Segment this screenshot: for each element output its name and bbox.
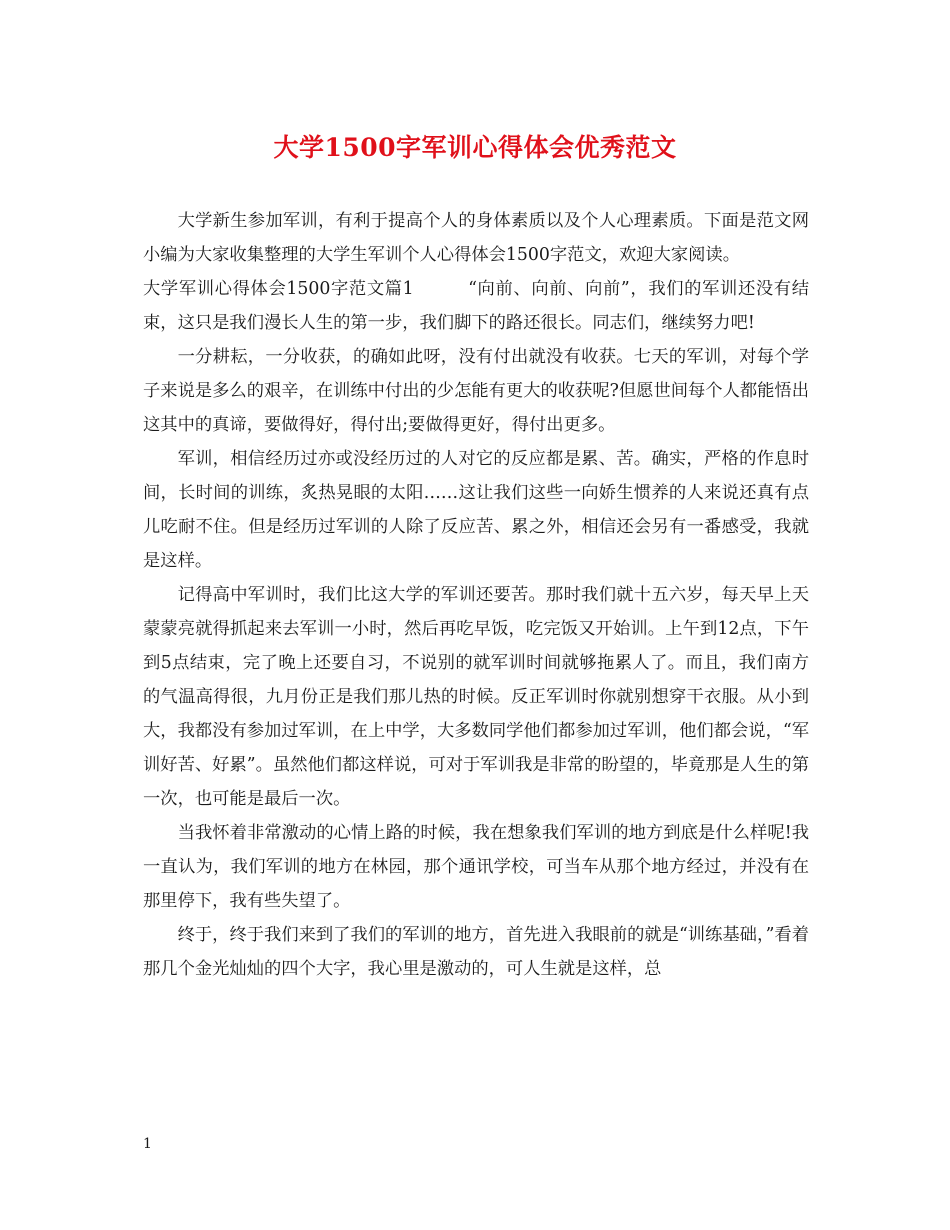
paragraph: 当我怀着非常激动的心情上路的时候，我在想象我们军训的地方到底是什么样呢!我一直认为，我们军训的地方在林园，那个通讯学校，可当车从那个地方经过，并没有在那里停下，我有些失望了。 — [143, 823, 809, 911]
document-title: 大学1500字军训心得体会优秀范文 — [273, 133, 677, 162]
paragraph-intro: 大学新生参加军训，有利于提高个人的身体素质以及个人心理素质。下面是范文网小编为大家收集整理的大学生军训个人心得体会1500字范文，欢迎大家阅读。 — [143, 211, 809, 265]
paragraph-section-heading: 大学军训心得体会1500字范文篇1 “向前、向前、向前”，我们的军训还没有结束，这只是我们漫长人生的第一步，我们脚下的路还很长。同志们，继续努力吧! — [143, 279, 809, 333]
paragraph: 军训，相信经历过亦或没经历过的人对它的反应都是累、苦。确实，严格的作息时间，长时间的训练，炙热晃眼的太阳……这让我们这些一向娇生惯养的人来说还真有点儿吃耐不住。但是经历过军训的人除了反应苦、累之外，相信还会另有一番感受，我就是这样。 — [143, 449, 809, 571]
document-body — [143, 204, 809, 986]
paragraph: 一分耕耘，一分收获，的确如此呀，没有付出就没有收获。七天的军训，对每个学子来说是多么的艰辛，在训练中付出的少怎能有更大的收获呢?但愿世间每个人都能悟出这其中的真谛，要做得好，得付出;要做得更好，得付出更多。 — [143, 347, 809, 435]
paragraph: 记得高中军训时，我们比这大学的军训还要苦。那时我们就十五六岁，每天早上天蒙蒙亮就得抓起来去军训一小时，然后再吃早饭，吃完饭又开始训。上午到12点，下午到5点结束，完了晚上还要自习，不说别的就军训时间就够拖累人了。而且，我们南方的气温高得很，九月份正是我们那儿热的时候。反正军训时你就别想穿干衣服。从小到大，我都没有参加过军训，在上中学，大多数同学他们都参加过军训，他们都会说，“军训好苦、好累”。虽然他们都这样说，可对于军训我是非常的盼望的，毕竟那是人生的第一次，也可能是最后一次。 — [143, 585, 809, 809]
paragraph: 终于，终于我们来到了我们的军训的地方，首先进入我眼前的就是“训练基础，”看着那几个金光灿灿的四个大字，我心里是激动的，可人生就是这样，总 — [143, 925, 809, 979]
page-number: 1 — [143, 1136, 152, 1152]
